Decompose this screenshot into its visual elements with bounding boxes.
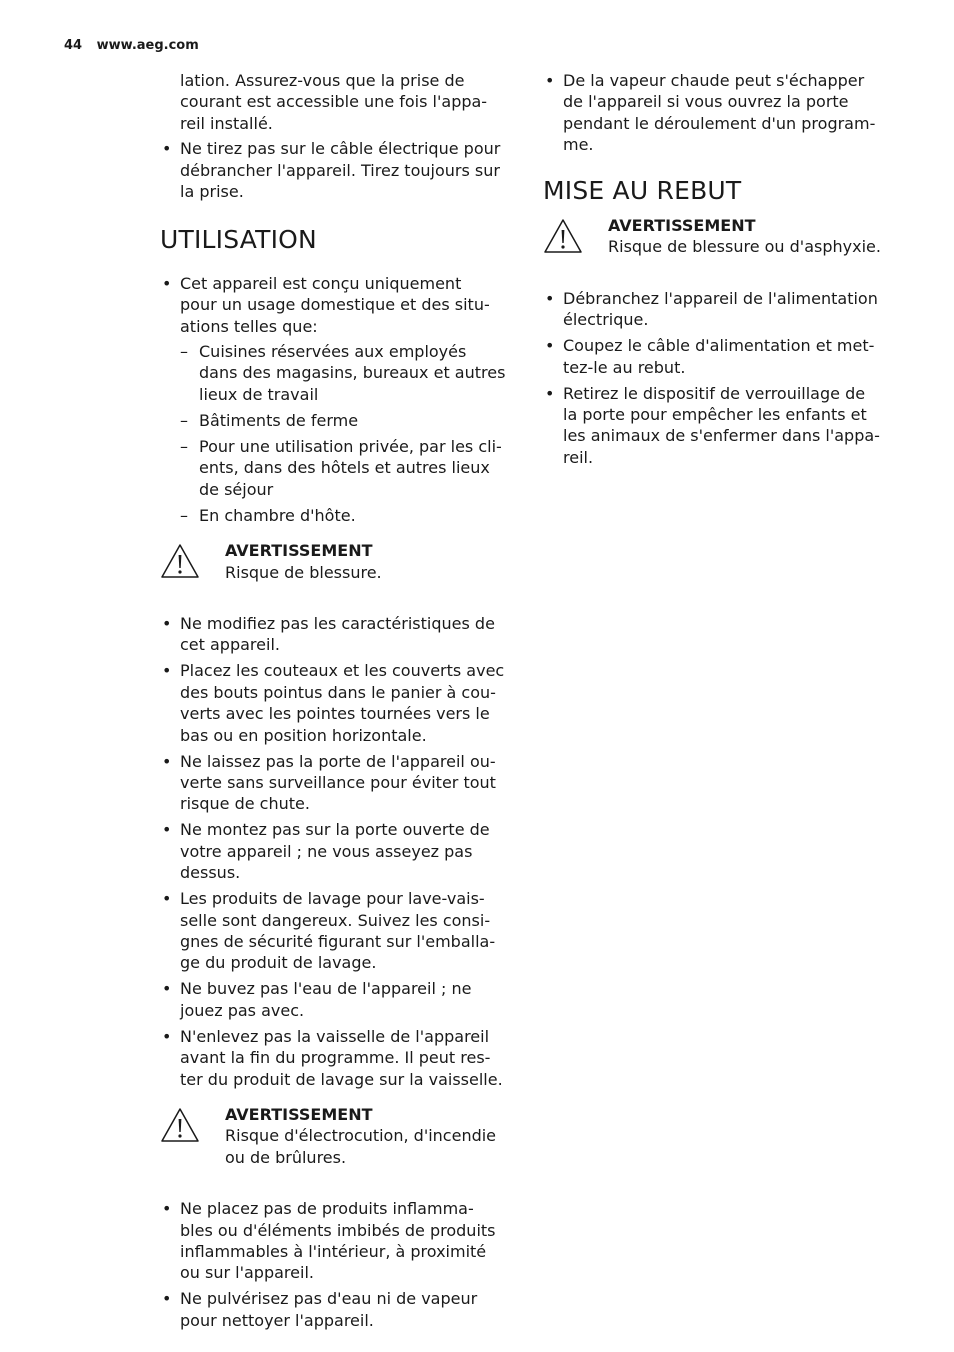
bullet-dot: • — [162, 661, 172, 681]
text-line: pour un usage domestique et des situ- — [180, 295, 490, 315]
text-line: ations telles que: — [180, 316, 318, 336]
list-item-text — [180, 138, 516, 202]
dash-item — [180, 341, 516, 405]
bullet-dot: • — [545, 336, 555, 356]
text-line: reil. — [563, 447, 594, 467]
dash-mark: – — [180, 436, 188, 456]
text-line: pendant le déroulement d'un program- — [563, 113, 876, 133]
list-item-text — [180, 819, 516, 883]
text-line: inflammables à l'intérieur, à proximité — [180, 1242, 487, 1262]
bullet-list — [160, 613, 516, 1090]
bullet-list — [160, 1198, 516, 1331]
text-line: Coupez le câble d'alimentation et met- — [563, 336, 875, 356]
text-line: dessus. — [180, 863, 241, 883]
list-item-text — [180, 613, 516, 656]
text-line: Bâtiments de ferme — [199, 410, 359, 430]
text-line: Placez les couteaux et les couverts avec — [180, 661, 505, 681]
warning-title: AVERTISSEMENT — [608, 216, 756, 236]
usage-list — [160, 273, 516, 526]
left-column — [160, 70, 516, 1336]
text-line: ou sur l'appareil. — [180, 1263, 314, 1283]
list-item — [160, 751, 516, 815]
text-line: bles ou d'éléments imbibés de produits — [180, 1220, 496, 1240]
text-line: jouez pas avec. — [180, 1000, 305, 1020]
warning-block-electric — [160, 1104, 516, 1168]
text-line: reil installé. — [180, 113, 273, 133]
bullet-dot: • — [162, 1199, 172, 1219]
section-title-utilisation: UTILISATION — [160, 225, 317, 255]
text-line: Ne pulvérisez pas d'eau ni de vapeur — [180, 1289, 478, 1309]
text-line: bas ou en position horizontale. — [180, 725, 427, 745]
bullet-list — [160, 138, 516, 202]
dash-item — [180, 410, 516, 431]
text-line: dans des magasins, bureaux et autres — [199, 363, 506, 383]
text-line: gnes de sécurité figurant sur l'emballa- — [180, 931, 496, 951]
usage-dash-list — [180, 341, 516, 526]
list-item-text — [563, 70, 903, 156]
warning-title: AVERTISSEMENT — [225, 541, 373, 561]
text-line: pour nettoyer l'appareil. — [180, 1310, 374, 1330]
text-line: Ne modifiez pas les caractéristiques de — [180, 613, 495, 633]
bullet-dot: • — [162, 889, 172, 909]
page-header — [64, 38, 199, 53]
text-line: verts avec les pointes tournées vers le — [180, 704, 490, 724]
list-item — [160, 1026, 516, 1090]
dash-item-text — [199, 410, 516, 431]
warning-block-asphyxia — [543, 215, 903, 258]
list-item — [160, 138, 516, 202]
text-line: cet appareil. — [180, 635, 280, 655]
text-line: ter du produit de lavage sur la vaisselle. — [180, 1069, 503, 1089]
text-line: ou de brûlures. — [225, 1147, 347, 1167]
warning-triangle-icon — [543, 218, 583, 254]
text-line: Ne placez pas de produits inflamma- — [180, 1199, 474, 1219]
bullet-dot: • — [162, 1026, 172, 1046]
text-line: de séjour — [199, 479, 274, 499]
text-line: De la vapeur chaude peut s'échapper — [563, 71, 865, 90]
list-item-text — [563, 383, 903, 469]
list-item-text — [180, 1026, 516, 1090]
text-line: Cet appareil est conçu uniquement — [180, 273, 462, 293]
bullet-dot: • — [162, 273, 172, 293]
dash-item-text — [199, 341, 516, 405]
list-item — [160, 888, 516, 974]
section-title-mise-au-rebut: MISE AU REBUT — [543, 175, 742, 205]
text-line: Risque de blessure. — [225, 562, 382, 582]
text-line: me. — [563, 135, 594, 155]
list-item-text — [180, 751, 516, 815]
list-item-text — [180, 660, 516, 746]
text-line: ents, dans des hôtels et autres lieux — [199, 458, 490, 478]
list-item — [160, 613, 516, 656]
text-line: risque de chute. — [180, 794, 310, 814]
usage-bullet — [160, 273, 516, 526]
continued-paragraph — [180, 70, 516, 134]
dash-item — [180, 436, 516, 500]
list-item-text — [180, 1198, 516, 1284]
text-line: Retirez le dispositif de verrouillage de — [563, 383, 866, 403]
text-line: Débranchez l'appareil de l'alimentation — [563, 288, 878, 308]
text-line: Pour une utilisation privée, par les cli- — [199, 436, 502, 456]
text-line: Cuisines réservées aux employés — [199, 342, 467, 362]
bullet-dot: • — [545, 71, 555, 90]
bullet-dot: • — [162, 613, 172, 633]
dash-item-text — [199, 505, 516, 526]
text-line: électrique. — [563, 310, 649, 330]
text-line: la porte pour empêcher les enfants et — [563, 405, 867, 425]
text-line: Les produits de lavage pour lave-vais- — [180, 889, 485, 909]
list-item-text — [563, 335, 903, 378]
text-line: selle sont dangereux. Suivez les consi- — [180, 910, 491, 930]
text-line: Ne tirez pas sur le câble électrique pour — [180, 139, 501, 159]
text-line: Risque de blessure ou d'asphyxie. — [608, 237, 881, 257]
right-column — [543, 70, 903, 473]
list-item — [543, 288, 903, 331]
list-item — [543, 70, 903, 156]
text-line: de l'appareil si vous ouvrez la porte — [563, 92, 849, 112]
list-item — [160, 1198, 516, 1284]
text-line: En chambre d'hôte. — [199, 505, 356, 525]
list-item-text — [180, 978, 516, 1021]
dash-mark: – — [180, 410, 188, 430]
text-line: les animaux de s'enfermer dans l'appa- — [563, 426, 880, 446]
list-item — [160, 819, 516, 883]
text-line: Ne montez pas sur la porte ouverte de — [180, 820, 490, 840]
list-item — [543, 335, 903, 378]
bullet-dot: • — [162, 820, 172, 840]
bullet-list — [543, 70, 903, 156]
bullet-dot: • — [545, 288, 555, 308]
bullet-dot: • — [162, 751, 172, 771]
bullet-dot: • — [162, 979, 172, 999]
text-line: Ne buvez pas l'eau de l'appareil ; ne — [180, 979, 472, 999]
bullet-list — [543, 288, 903, 468]
usage-bullet-text — [180, 273, 516, 337]
list-item-text — [563, 288, 903, 331]
warning-text — [225, 562, 516, 583]
text-line: des bouts pointus dans le panier à cou- — [180, 682, 496, 702]
warning-text — [608, 236, 903, 257]
bullet-dot: • — [162, 1289, 172, 1309]
list-item — [543, 383, 903, 469]
text-line: avant la fin du programme. Il peut res- — [180, 1048, 491, 1068]
text-line: verte sans surveillance pour éviter tout — [180, 772, 496, 792]
text-line: courant est accessible une fois l'appa- — [180, 92, 488, 112]
text-line: N'enlevez pas la vaisselle de l'appareil — [180, 1026, 490, 1046]
text-line: Risque d'électrocution, d'incendie — [225, 1126, 497, 1146]
list-item — [160, 978, 516, 1021]
site-url: www.aeg.com — [96, 38, 199, 53]
text-line: Ne laissez pas la porte de l'appareil ou- — [180, 751, 496, 771]
bullet-dot: • — [545, 383, 555, 403]
warning-block-injury — [160, 540, 516, 583]
dash-mark: – — [180, 342, 188, 362]
dash-item-text — [199, 436, 516, 500]
dash-item — [180, 505, 516, 526]
text-line: votre appareil ; ne vous asseyez pas — [180, 841, 473, 861]
list-item-text — [180, 888, 516, 974]
list-item-text — [180, 1288, 516, 1331]
warning-text — [225, 1125, 516, 1168]
warning-title: AVERTISSEMENT — [225, 1105, 373, 1124]
page-number: 44 — [64, 38, 83, 53]
list-item — [160, 660, 516, 746]
bullet-dot: • — [162, 139, 172, 159]
list-item — [160, 1288, 516, 1331]
dash-mark: – — [180, 505, 188, 525]
text-line: la prise. — [180, 182, 244, 202]
text-line: lieux de travail — [199, 384, 319, 404]
text-line: ge du produit de lavage. — [180, 953, 377, 973]
text-line: lation. Assurez-vous que la prise de — [180, 71, 465, 90]
text-line: tez-le au rebut. — [563, 357, 686, 377]
warning-triangle-icon — [160, 1107, 200, 1143]
warning-triangle-icon — [160, 543, 200, 579]
text-line: débrancher l'appareil. Tirez toujours sur — [180, 160, 500, 180]
